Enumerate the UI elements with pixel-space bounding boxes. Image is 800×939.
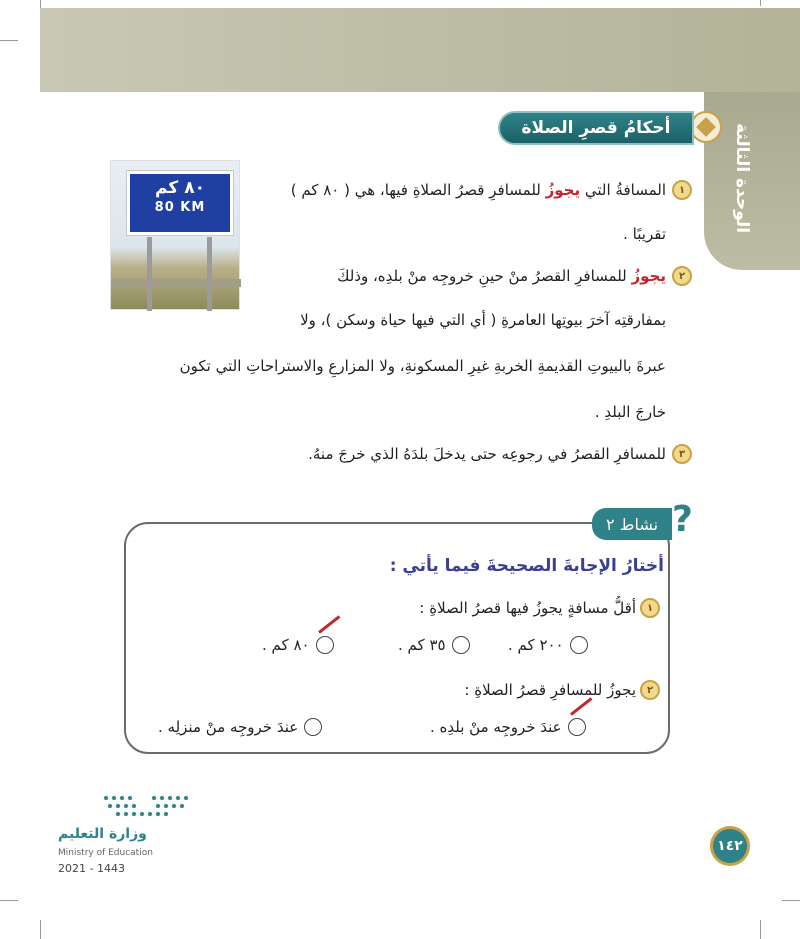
sign-pole-left — [147, 237, 152, 311]
q2-option-2-text: عندَ خروجِه منْ منزلِه . — [158, 718, 299, 736]
rule-number-3: ٣ — [672, 444, 692, 464]
rule-number-2: ٢ — [672, 266, 692, 286]
page-number: ١٤٢ — [710, 826, 750, 866]
question-number-1: ١ — [640, 598, 660, 618]
checked-radio-icon[interactable] — [568, 718, 586, 736]
sign-arabic-text: ٨٠ كم — [155, 178, 205, 198]
question-number-2: ٢ — [640, 680, 660, 700]
unit-label: الوحدة الثالثة — [732, 122, 752, 234]
q1-option-1-text: ٢٠٠ كم . — [508, 636, 564, 654]
edition-year: 2021 - 1443 — [58, 862, 125, 875]
q1-option-1[interactable] — [508, 636, 588, 654]
q1-option-2-text: ٣٥ كم . — [398, 636, 446, 654]
lesson-title: أحكامُ قصرِ الصلاة — [498, 111, 694, 145]
road-strip — [111, 279, 241, 287]
rule-2-line-1: يجوزُ للمسافرِ القصرُ منْ حينِ خروجِه منْ بلدِه، وذلكَ — [337, 267, 666, 285]
rule-1-line-2: تقريبًا . — [623, 225, 666, 243]
q2-option-2[interactable] — [158, 718, 322, 736]
rule-2-line-3: عبرةَ بالبيوتِ القديمةِ الخربةِ غيرِ المسكونةِ، ولا المزارعِ والاستراحاتِ التي تكون — [179, 357, 666, 375]
q1-option-3-selected[interactable] — [262, 636, 334, 654]
q2-option-1-selected[interactable] — [430, 718, 586, 736]
question-1-text: أقلُّ مسافةٍ يجوزُ فيها قصرُ الصلاةِ : — [419, 599, 636, 617]
rule-1-line-1: المسافةُ التي يجوزُ للمسافرِ قصرُ الصلاةِ فيها، هي ( ٨٠ كم ) — [290, 181, 666, 199]
rule-number-1: ١ — [672, 180, 692, 200]
sign-pole-right — [207, 237, 212, 311]
activity-number: ٢ — [605, 514, 615, 534]
checked-radio-icon[interactable] — [316, 636, 334, 654]
rule-2-line-4: خارجَ البلدِ . — [594, 403, 666, 421]
ministry-logo-icon — [98, 790, 194, 822]
header-band — [40, 8, 800, 92]
distance-sign — [127, 171, 233, 235]
question-mark-icon: ? — [672, 499, 693, 540]
q1-option-2[interactable] — [398, 636, 470, 654]
activity-tab — [592, 508, 672, 540]
q2-option-1-text: عندَ خروجِه منْ بلدِه . — [430, 718, 562, 736]
road-sign-photo — [110, 160, 240, 310]
radio-circle[interactable] — [304, 718, 322, 736]
activity-label: نشاط — [619, 514, 659, 534]
highlight-word: يجوزُ — [545, 181, 581, 199]
rule-3-line-1: للمسافرِ القصرُ في رجوعِه حتى يدخلَ بلدَهُ الذي خرجَ منهُ. — [308, 445, 666, 463]
radio-circle[interactable] — [452, 636, 470, 654]
title-ornament-icon — [690, 111, 722, 143]
highlight-word: يجوزُ — [631, 267, 666, 285]
q1-option-3-text: ٨٠ كم . — [262, 636, 310, 654]
sign-english-text: 80 KM — [154, 200, 206, 215]
question-2-text: يجوزُ للمسافرِ قصرُ الصلاةِ : — [464, 681, 636, 699]
ministry-name-arabic: وزارة التعليم — [58, 826, 147, 842]
activity-heading: أختارُ الإجابةَ الصحيحةَ فيما يأتي : — [389, 556, 664, 576]
ministry-name-english: Ministry of Education — [58, 848, 153, 858]
radio-circle[interactable] — [570, 636, 588, 654]
rule-2-line-2: بمفارقتِه آخرَ بيوتِها العامرةِ ( أي التي فيها حياة وسكن )، ولا — [300, 311, 666, 329]
